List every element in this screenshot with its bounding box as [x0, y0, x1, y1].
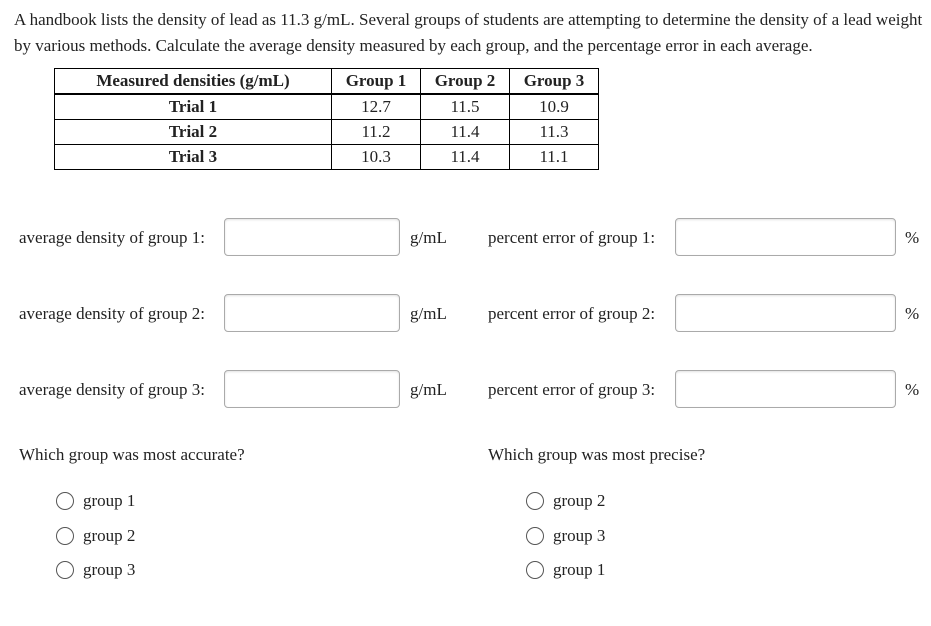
- trial-3-group-3-value: 11.1: [510, 145, 599, 170]
- accuracy-option-group-3[interactable]: [56, 560, 135, 580]
- option-label: group 3: [553, 526, 606, 545]
- precision-question: Which group was most precise?: [488, 445, 706, 464]
- average-density-group-2-label: average density of group 2:: [19, 304, 205, 323]
- precision-option-group-3[interactable]: [526, 526, 605, 546]
- density-table: [54, 68, 599, 170]
- table-row: [55, 120, 599, 145]
- table-header-group-2: Group 2: [421, 69, 510, 95]
- percent-error-group-3-label: percent error of group 3:: [488, 380, 656, 399]
- average-density-group-1-label: average density of group 1:: [19, 228, 205, 247]
- trial-3-group-2-value: 11.4: [421, 145, 510, 170]
- radio-button[interactable]: [56, 561, 74, 579]
- radio-button[interactable]: [526, 492, 544, 510]
- accuracy-option-group-1[interactable]: [56, 491, 135, 511]
- average-density-group-3-unit: g/mL: [410, 380, 447, 399]
- average-density-group-3-input[interactable]: [224, 370, 400, 408]
- option-label: group 1: [553, 560, 606, 579]
- average-density-group-3-label: average density of group 3:: [19, 380, 205, 399]
- percent-error-group-2-input[interactable]: [675, 294, 896, 332]
- table-row: [55, 145, 599, 170]
- accuracy-question: Which group was most accurate?: [19, 445, 245, 464]
- table-header-group-1: Group 1: [332, 69, 421, 95]
- percent-error-group-2-label: percent error of group 2:: [488, 304, 656, 323]
- average-density-group-1-input[interactable]: [224, 218, 400, 256]
- average-density-group-1-unit: g/mL: [410, 228, 447, 247]
- table-header-group-3: Group 3: [510, 69, 599, 95]
- precision-option-group-1[interactable]: [526, 560, 605, 580]
- trial-1-group-3-value: 10.9: [510, 94, 599, 120]
- percent-error-group-3-input[interactable]: [675, 370, 896, 408]
- table-row: [55, 94, 599, 120]
- option-label: group 1: [83, 491, 136, 510]
- trial-2-group-1-value: 11.2: [332, 120, 421, 145]
- trial-3-group-1-value: 10.3: [332, 145, 421, 170]
- table-header-row: [55, 69, 599, 95]
- trial-1-group-1-value: 12.7: [332, 94, 421, 120]
- percent-error-group-3-unit: %: [905, 380, 920, 399]
- question-text: A handbook lists the density of lead as 11.3 g/mL. Several groups of students are attempting to determine the density of a lead weight by various methods. Calculate the average density measured by each group, and the percentage error in each average.: [14, 10, 923, 55]
- percent-error-group-1-input[interactable]: [675, 218, 896, 256]
- precision-option-group-2[interactable]: [526, 491, 605, 511]
- radio-button[interactable]: [56, 527, 74, 545]
- accuracy-option-group-2[interactable]: [56, 526, 135, 546]
- percent-error-group-1-label: percent error of group 1:: [488, 228, 656, 247]
- table-header-measured-densities: Measured densities (g/mL): [55, 69, 332, 95]
- option-label: group 2: [553, 491, 606, 510]
- average-density-group-2-input[interactable]: [224, 294, 400, 332]
- percent-error-group-2-unit: %: [905, 304, 920, 323]
- trial-2-group-2-value: 11.4: [421, 120, 510, 145]
- trial-2-group-3-value: 11.3: [510, 120, 599, 145]
- option-label: group 2: [83, 526, 136, 545]
- radio-button[interactable]: [526, 561, 544, 579]
- average-density-group-2-unit: g/mL: [410, 304, 447, 323]
- trial-2-label: Trial 2: [55, 120, 332, 145]
- radio-button[interactable]: [56, 492, 74, 510]
- trial-1-label: Trial 1: [55, 94, 332, 120]
- trial-1-group-2-value: 11.5: [421, 94, 510, 120]
- option-label: group 3: [83, 560, 136, 579]
- trial-3-label: Trial 3: [55, 145, 332, 170]
- percent-error-group-1-unit: %: [905, 228, 920, 247]
- radio-button[interactable]: [526, 527, 544, 545]
